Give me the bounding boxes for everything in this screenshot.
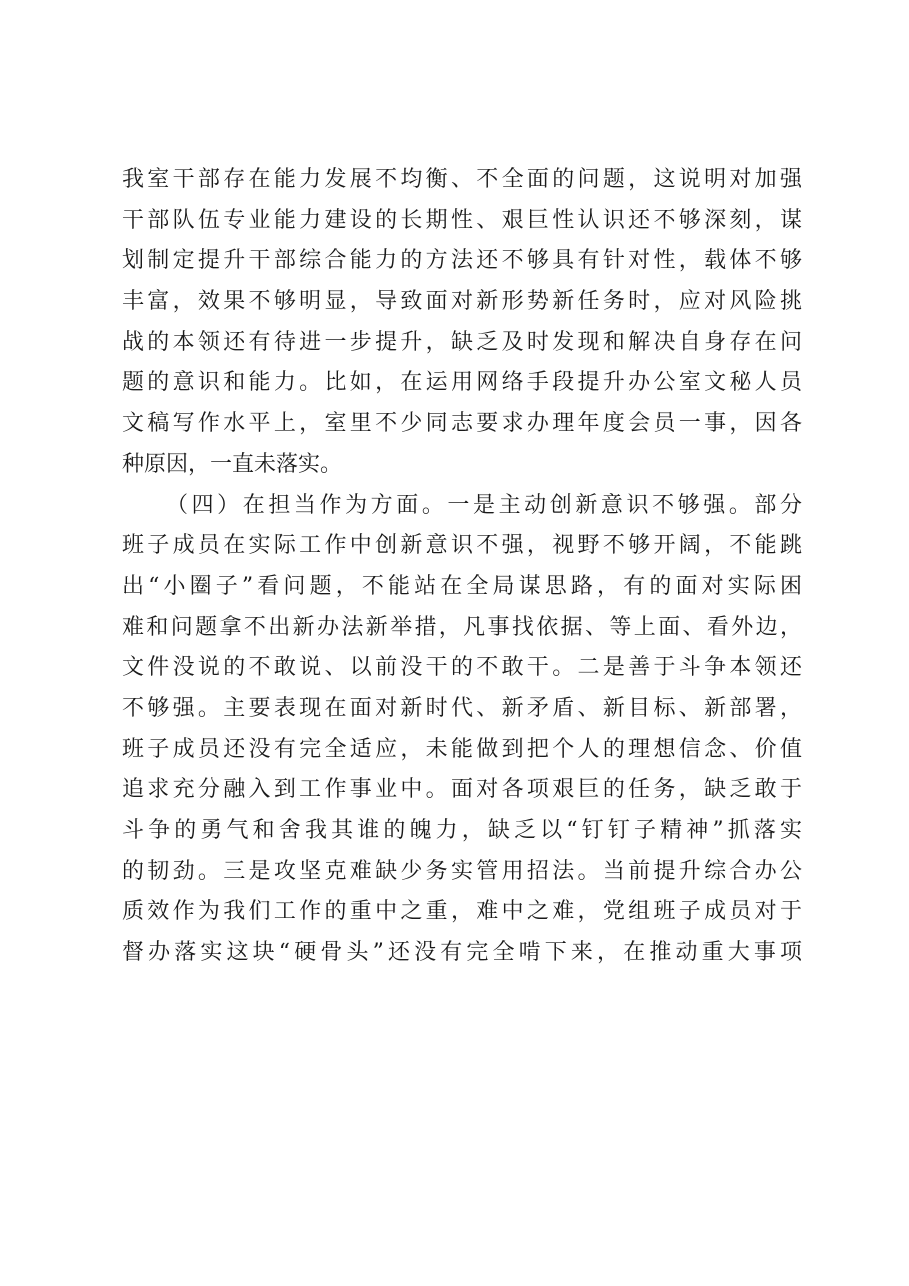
- text-line: 丰富，效果不够明显，导致面对新形势新任务时，应对风险挑: [122, 289, 802, 315]
- text-line: 战的本领还有待进一步提升，缺乏及时发现和解决自身存在问: [122, 329, 802, 355]
- text-line: 班子成员在实际工作中创新意识不强，视野不够开阔，不能跳: [122, 533, 802, 559]
- text-line: 的韧劲。三是攻坚克难缺少务实管用招法。当前提升综合办公: [122, 858, 802, 884]
- paragraph-start-line: （四）在担当作为方面。一是主动创新意识不够强。部分: [166, 492, 802, 518]
- text-line: 斗争的勇气和舍我其谁的魄力，缺乏以“钉钉子精神”抓落实: [122, 818, 802, 843]
- text-line: 难和问题拿不出新办法新举措，凡事找依据、等上面、看外边，: [122, 614, 802, 640]
- text-line: 干部队伍专业能力建设的长期性、艰巨性认识还不够深刻，谋: [122, 207, 802, 233]
- text-line: 题的意识和能力。比如，在运用网络手段提升办公室文秘人员: [122, 370, 802, 396]
- text-line: 追求充分融入到工作事业中。面对各项艰巨的任务，缺乏敢于: [122, 777, 802, 803]
- text-line: 文稿写作水平上，室里不少同志要求办理年度会员一事，因各: [122, 411, 802, 437]
- text-line: 出“小圈子”看问题，不能站在全局谋思路，有的面对实际困: [122, 573, 802, 599]
- text-line: 不够强。主要表现在面对新时代、新矛盾、新目标、新部署，: [122, 695, 802, 721]
- text-line: 我室干部存在能力发展不均衡、不全面的问题，这说明对加强: [122, 167, 802, 192]
- text-line: 督办落实这块“硬骨头”还没有完全啃下来，在推动重大事项: [122, 940, 802, 966]
- text-line: 划制定提升干部综合能力的方法还不够具有针对性，载体不够: [122, 248, 802, 274]
- text-line: 班子成员还没有完全适应，未能做到把个人的理想信念、价值: [122, 736, 802, 762]
- text-line: 文件没说的不敢说、以前没干的不敢干。二是善于斗争本领还: [122, 655, 802, 681]
- text-line: 种原因，一直未落实。: [122, 451, 343, 477]
- body-text: [122, 160, 802, 974]
- text-line: 质效作为我们工作的重中之重，难中之难，党组班子成员对于: [122, 899, 802, 925]
